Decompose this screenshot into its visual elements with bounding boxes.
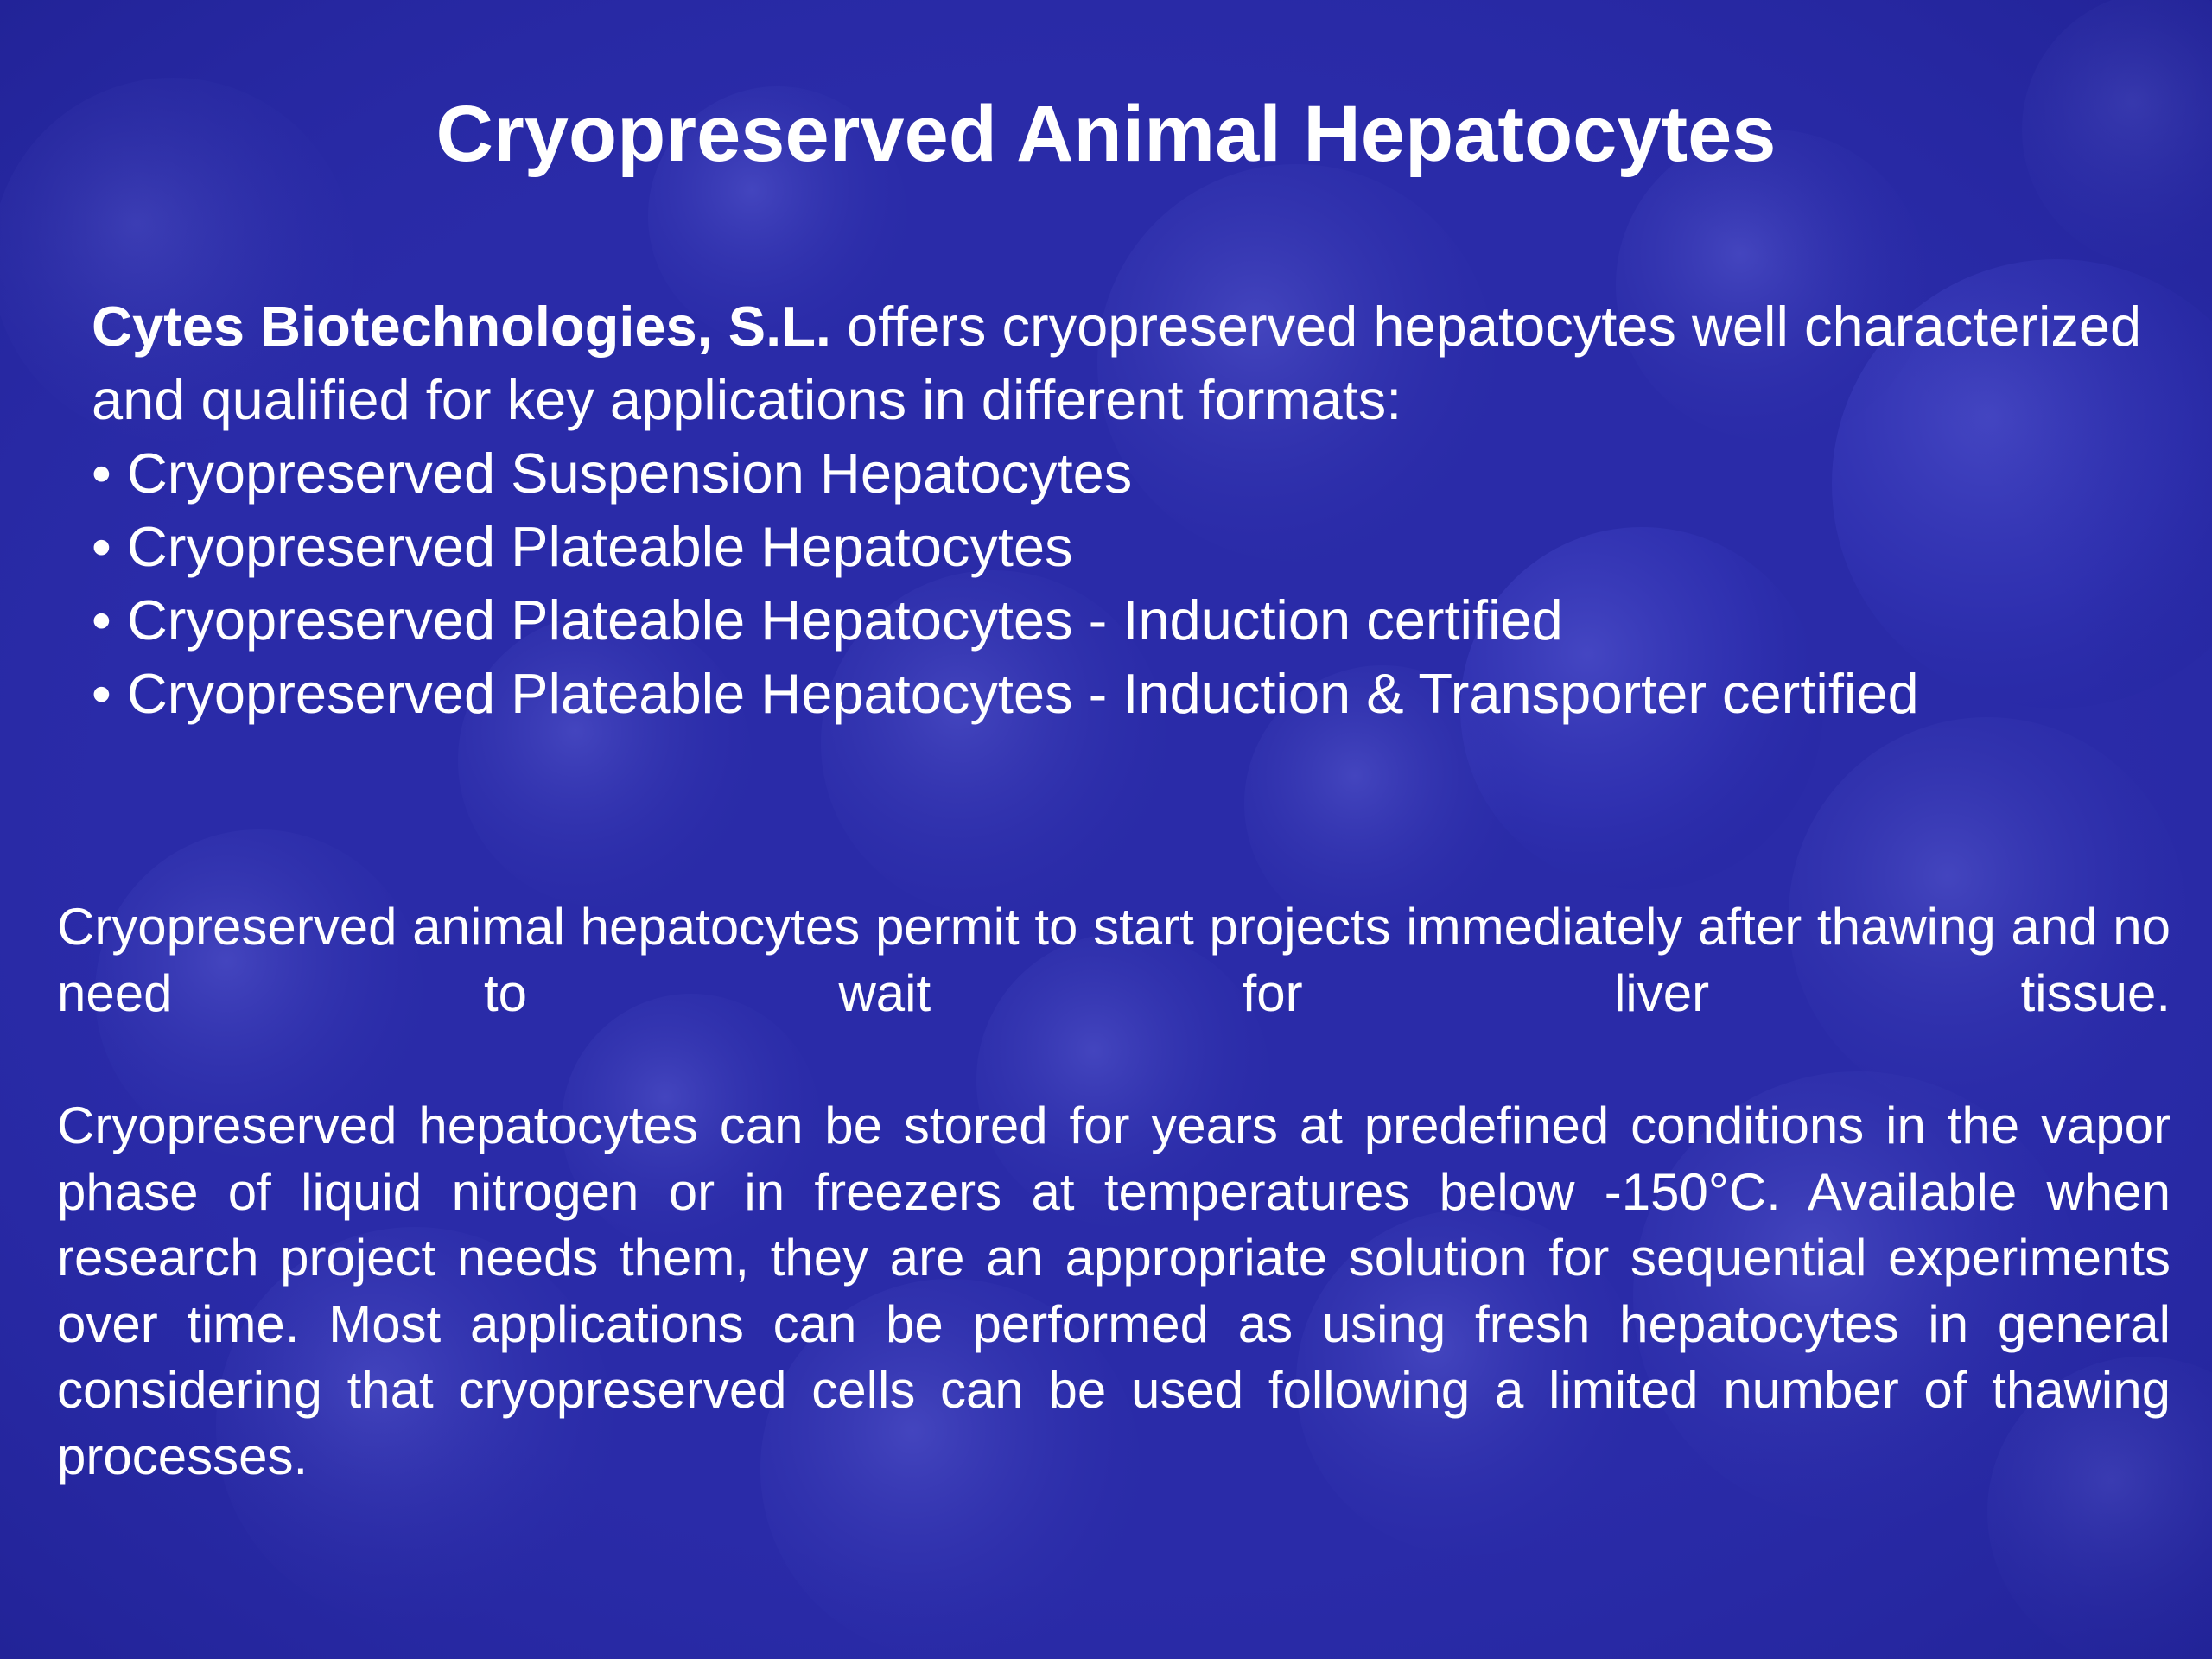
list-item: • Cryopreserved Suspension Hepatocytes [92, 442, 1133, 505]
storage-paragraph: Cryopreserved hepatocytes can be stored for years at predefined conditions in the vapor phase of liquid nitrogen or in freezers at temperatures below -150°C. Available when research project needs them, they are an appropriate solution for sequential experiments over time. Most applications can be performed as using fresh hepatocytes in general considering that cryopreserved cells can be used following a limited number of thawing processes. [57, 1096, 2171, 1485]
thawing-paragraph: Cryopreserved animal hepatocytes permit to start projects immediately after thawing and no need to wait for liver tissue. [57, 898, 2171, 1022]
intro-paragraph [92, 289, 2165, 436]
list-item: • Cryopreserved Plateable Hepatocytes - Induction & Transporter certified [92, 662, 1919, 725]
company-name: Cytes Biotechnologies, S.L. [92, 295, 831, 358]
slide-title: Cryopreserved Animal Hepatocytes [435, 90, 1777, 178]
format-list [92, 436, 2165, 730]
intro-text: offers cryopreserved hepatocytes well characterized and qualified for key applications in different formats: [92, 295, 2142, 431]
list-item: • Cryopreserved Plateable Hepatocytes - Induction certified [92, 588, 1563, 652]
list-item: • Cryopreserved Plateable Hepatocytes [92, 515, 1073, 578]
